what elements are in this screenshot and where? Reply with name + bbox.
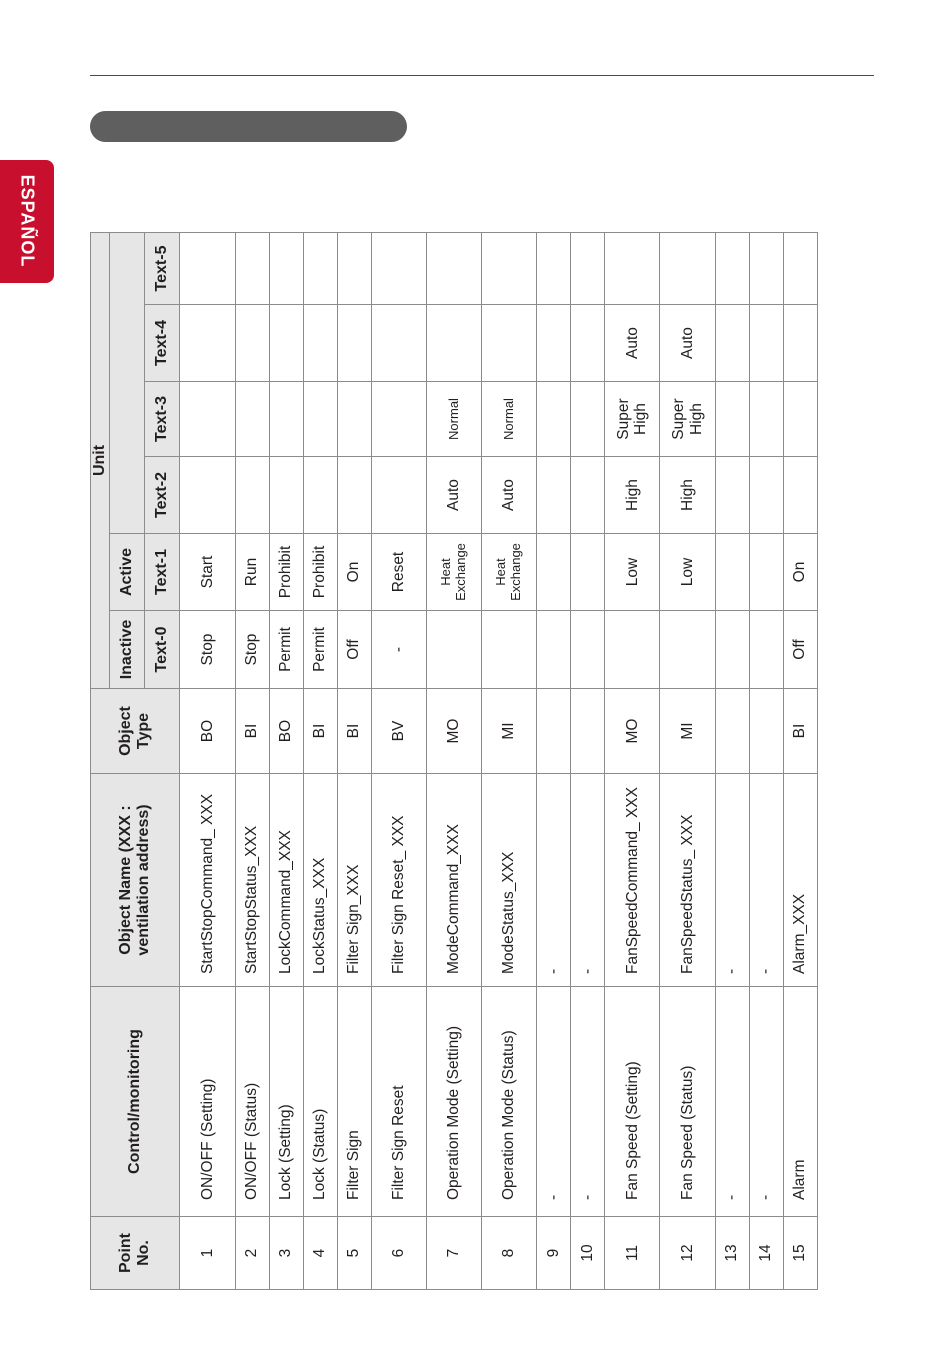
cell-control: - xyxy=(749,987,783,1217)
cell-control: Operation Mode (Status) xyxy=(482,987,537,1217)
cell-text-2 xyxy=(571,457,605,534)
table-row xyxy=(783,232,817,1289)
header-inactive: Inactive xyxy=(110,611,145,689)
cell-text-4 xyxy=(303,305,337,382)
cell-text-0: Off xyxy=(337,611,371,689)
header-control-monitoring: Control/monitoring xyxy=(91,987,180,1217)
cell-text-5 xyxy=(180,232,235,304)
table-row xyxy=(482,232,537,1289)
cell-object-name: StartStopCommand_ XXX xyxy=(180,774,235,987)
cell-object-type: MO xyxy=(605,689,660,774)
cell-object-name: FanSpeedCommand_ XXX xyxy=(605,774,660,987)
table-row xyxy=(426,232,481,1289)
cell-point-no: 12 xyxy=(660,1217,715,1290)
cell-text-3 xyxy=(269,382,303,457)
cell-text-1: Prohibit xyxy=(269,534,303,611)
cell-text-4 xyxy=(269,305,303,382)
cell-text-1: Low xyxy=(660,534,715,611)
cell-object-name: LockStatus_XXX xyxy=(303,774,337,987)
cell-text-5 xyxy=(235,232,269,304)
cell-object-name: - xyxy=(571,774,605,987)
top-divider xyxy=(90,75,874,76)
cell-text-4 xyxy=(235,305,269,382)
cell-text-2 xyxy=(715,457,749,534)
cell-text-2 xyxy=(371,457,426,534)
cell-text-5 xyxy=(482,232,537,304)
cell-text-3 xyxy=(235,382,269,457)
cell-text-4 xyxy=(337,305,371,382)
cell-text-1 xyxy=(571,534,605,611)
header-object-type: Object Type xyxy=(91,689,180,774)
cell-object-type xyxy=(537,689,571,774)
cell-text-1: Heat Exchange xyxy=(482,534,537,611)
cell-control: Fan Speed (Setting) xyxy=(605,987,660,1217)
cell-text-2: High xyxy=(605,457,660,534)
cell-object-type: BI xyxy=(303,689,337,774)
cell-text-2 xyxy=(337,457,371,534)
header-text-4: Text-4 xyxy=(145,305,180,382)
cell-object-name: FanSpeedStatus_ XXX xyxy=(660,774,715,987)
cell-point-no: 2 xyxy=(235,1217,269,1290)
cell-control: - xyxy=(571,987,605,1217)
cell-object-name: ModeCommand_XXX xyxy=(426,774,481,987)
cell-text-5 xyxy=(337,232,371,304)
cell-text-4: Auto xyxy=(605,305,660,382)
cell-control: ON/OFF (Status) xyxy=(235,987,269,1217)
cell-object-name: Filter Sign Reset_ XXX xyxy=(371,774,426,987)
cell-text-3 xyxy=(537,382,571,457)
cell-control: - xyxy=(537,987,571,1217)
cell-text-5 xyxy=(660,232,715,304)
cell-text-0: Stop xyxy=(180,611,235,689)
header-text-0: Text-0 xyxy=(145,611,180,689)
cell-text-5 xyxy=(269,232,303,304)
table-row xyxy=(605,232,660,1289)
table-row xyxy=(180,232,235,1289)
cell-object-type: BO xyxy=(180,689,235,774)
cell-object-type: MI xyxy=(660,689,715,774)
cell-object-name: - xyxy=(749,774,783,987)
cell-text-1: Heat Exchange xyxy=(426,534,481,611)
cell-object-type xyxy=(715,689,749,774)
cell-text-5 xyxy=(715,232,749,304)
cell-text-1: Reset xyxy=(371,534,426,611)
cell-object-name: LockCommand_XXX xyxy=(269,774,303,987)
table-row xyxy=(303,232,337,1289)
cell-text-2 xyxy=(235,457,269,534)
cell-object-type: BI xyxy=(783,689,817,774)
cell-control: Lock (Setting) xyxy=(269,987,303,1217)
cell-point-no: 10 xyxy=(571,1217,605,1290)
cell-point-no: 11 xyxy=(605,1217,660,1290)
cell-text-2: Auto xyxy=(426,457,481,534)
table-row xyxy=(660,232,715,1289)
header-text-5: Text-5 xyxy=(145,232,180,304)
table-row xyxy=(235,232,269,1289)
cell-text-5 xyxy=(537,232,571,304)
cell-text-5 xyxy=(303,232,337,304)
cell-text-5 xyxy=(749,232,783,304)
cell-text-4 xyxy=(749,305,783,382)
cell-text-3 xyxy=(715,382,749,457)
table-row xyxy=(715,232,749,1289)
cell-object-type: BI xyxy=(337,689,371,774)
cell-object-type: BO xyxy=(269,689,303,774)
cell-text-1 xyxy=(749,534,783,611)
section-header-bar xyxy=(90,111,407,142)
cell-text-0 xyxy=(715,611,749,689)
cell-text-2: Auto xyxy=(482,457,537,534)
cell-object-name: ModeStatus_XXX xyxy=(482,774,537,987)
cell-object-type: MI xyxy=(482,689,537,774)
table-row xyxy=(337,232,371,1289)
cell-point-no: 13 xyxy=(715,1217,749,1290)
bacnet-object-table-container xyxy=(90,233,818,1290)
cell-point-no: 7 xyxy=(426,1217,481,1290)
table-row xyxy=(371,232,426,1289)
cell-text-1: On xyxy=(783,534,817,611)
cell-text-3: Normal xyxy=(482,382,537,457)
cell-object-type xyxy=(749,689,783,774)
cell-text-1 xyxy=(537,534,571,611)
cell-text-5 xyxy=(371,232,426,304)
cell-text-4 xyxy=(783,305,817,382)
header-object-name: Object Name (XXX : ventilation address) xyxy=(91,774,180,987)
table-row xyxy=(749,232,783,1289)
cell-point-no: 5 xyxy=(337,1217,371,1290)
bacnet-object-table xyxy=(90,232,818,1290)
cell-text-0: Permit xyxy=(269,611,303,689)
cell-text-4: Auto xyxy=(660,305,715,382)
cell-control: - xyxy=(715,987,749,1217)
cell-text-0: - xyxy=(371,611,426,689)
cell-text-0: Off xyxy=(783,611,817,689)
cell-object-name: StartStopStatus_XXX xyxy=(235,774,269,987)
cell-control: Fan Speed (Status) xyxy=(660,987,715,1217)
header-active: Active xyxy=(110,534,145,611)
cell-text-3 xyxy=(303,382,337,457)
cell-text-0 xyxy=(426,611,481,689)
cell-text-5 xyxy=(783,232,817,304)
cell-text-5 xyxy=(571,232,605,304)
cell-text-0 xyxy=(660,611,715,689)
cell-text-0: Stop xyxy=(235,611,269,689)
cell-text-1: On xyxy=(337,534,371,611)
cell-control: Filter Sign Reset xyxy=(371,987,426,1217)
cell-text-1: Prohibit xyxy=(303,534,337,611)
cell-point-no: 3 xyxy=(269,1217,303,1290)
cell-text-4 xyxy=(482,305,537,382)
cell-object-name: Filter Sign_XXX xyxy=(337,774,371,987)
cell-text-2 xyxy=(180,457,235,534)
cell-text-0 xyxy=(571,611,605,689)
language-tab xyxy=(0,160,54,283)
header-active-extra xyxy=(110,232,145,533)
cell-point-no: 6 xyxy=(371,1217,426,1290)
cell-text-3: Super High xyxy=(605,382,660,457)
cell-text-2 xyxy=(303,457,337,534)
header-text-1: Text-1 xyxy=(145,534,180,611)
cell-text-3 xyxy=(749,382,783,457)
language-tab-label: ESPAÑOL xyxy=(17,174,38,268)
cell-text-0: Permit xyxy=(303,611,337,689)
table-row xyxy=(269,232,303,1289)
cell-text-2 xyxy=(749,457,783,534)
cell-control: Lock (Status) xyxy=(303,987,337,1217)
table-row xyxy=(537,232,571,1289)
cell-text-0 xyxy=(605,611,660,689)
cell-object-name: Alarm_XXX xyxy=(783,774,817,987)
cell-text-3 xyxy=(371,382,426,457)
cell-text-1: Run xyxy=(235,534,269,611)
cell-point-no: 9 xyxy=(537,1217,571,1290)
cell-object-type xyxy=(571,689,605,774)
cell-text-1: Start xyxy=(180,534,235,611)
cell-control: Filter Sign xyxy=(337,987,371,1217)
cell-control: Operation Mode (Setting) xyxy=(426,987,481,1217)
cell-text-1: Low xyxy=(605,534,660,611)
header-point-no: Point No. xyxy=(91,1217,180,1290)
header-text-3: Text-3 xyxy=(145,382,180,457)
cell-text-3 xyxy=(337,382,371,457)
cell-text-4 xyxy=(571,305,605,382)
cell-point-no: 15 xyxy=(783,1217,817,1290)
cell-point-no: 14 xyxy=(749,1217,783,1290)
cell-text-3 xyxy=(783,382,817,457)
cell-text-3 xyxy=(180,382,235,457)
cell-text-2 xyxy=(269,457,303,534)
cell-control: Alarm xyxy=(783,987,817,1217)
table-row xyxy=(571,232,605,1289)
cell-text-4 xyxy=(426,305,481,382)
cell-point-no: 4 xyxy=(303,1217,337,1290)
cell-text-4 xyxy=(537,305,571,382)
cell-point-no: 8 xyxy=(482,1217,537,1290)
cell-text-3 xyxy=(571,382,605,457)
header-unit: Unit xyxy=(91,232,110,688)
cell-object-name: - xyxy=(537,774,571,987)
cell-text-5 xyxy=(605,232,660,304)
cell-object-type: MO xyxy=(426,689,481,774)
cell-point-no: 1 xyxy=(180,1217,235,1290)
cell-object-name: - xyxy=(715,774,749,987)
cell-text-0 xyxy=(482,611,537,689)
cell-text-4 xyxy=(371,305,426,382)
cell-object-type: BI xyxy=(235,689,269,774)
cell-text-1 xyxy=(715,534,749,611)
cell-text-4 xyxy=(180,305,235,382)
cell-control: ON/OFF (Setting) xyxy=(180,987,235,1217)
cell-text-0 xyxy=(749,611,783,689)
cell-object-type: BV xyxy=(371,689,426,774)
cell-text-2 xyxy=(537,457,571,534)
cell-text-3: Normal xyxy=(426,382,481,457)
header-text-2: Text-2 xyxy=(145,457,180,534)
cell-text-2 xyxy=(783,457,817,534)
cell-text-0 xyxy=(537,611,571,689)
cell-text-5 xyxy=(426,232,481,304)
cell-text-4 xyxy=(715,305,749,382)
cell-text-3: Super High xyxy=(660,382,715,457)
cell-text-2: High xyxy=(660,457,715,534)
